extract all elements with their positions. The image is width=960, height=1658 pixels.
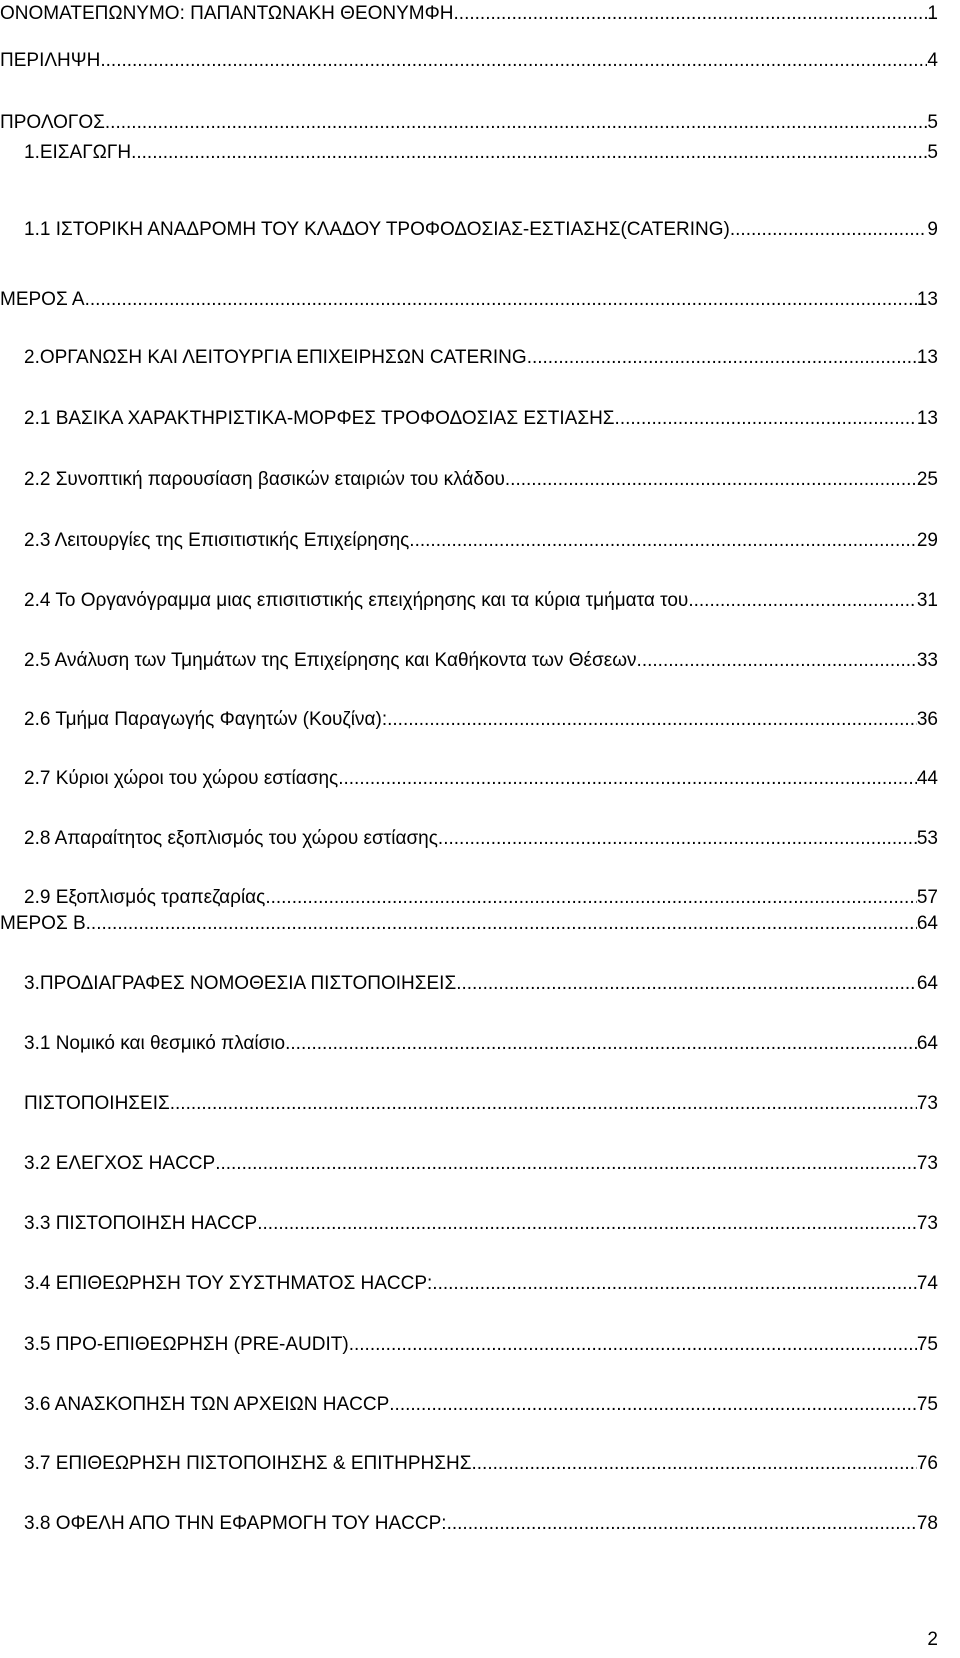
- toc-entry-label: ΜΕΡΟΣ Β: [0, 913, 86, 934]
- toc-dot-leader: [170, 1090, 917, 1118]
- toc-row: [0, 1510, 960, 1538]
- toc-entry[interactable]: [24, 405, 938, 433]
- toc-row: [0, 1270, 960, 1298]
- toc-dot-leader: [637, 647, 917, 675]
- toc-entry-label: 2.4 Το Οργανόγραμμα μιας επισιτιστικής επειχήρησης και τα κύρια τμήματα του: [24, 590, 689, 611]
- toc-entry-label: 1.ΕΙΣΑΓΩΓΗ: [24, 142, 132, 163]
- toc-dot-leader: [432, 1270, 917, 1298]
- toc-entry[interactable]: [24, 1210, 938, 1238]
- toc-entry[interactable]: [24, 587, 938, 615]
- toc-entry-page: 73: [916, 1213, 938, 1234]
- toc-entry-label: 2.ΟΡΓΑΝΩΣΗ ΚΑΙ ΛΕΙΤΟΥΡΓΙΑ ΕΠΙΧΕΙΡΗΣΩΝ CATERING: [24, 347, 527, 368]
- toc-entry-label: 2.3 Λειτουργίες της Επισιτιστικής Επιχείρησης.: [24, 530, 415, 551]
- toc-entry-page: 75: [916, 1394, 938, 1415]
- toc-row: [0, 1150, 960, 1178]
- toc-entry-label: ΟΝΟΜΑΤΕΠΩΝΥΜΟ: ΠΑΠΑΝΤΩΝΑΚΗ ΘΕΟΝΥΜΦΗ: [0, 3, 454, 24]
- toc-dot-leader: [415, 527, 917, 555]
- toc-dot-leader: [100, 47, 927, 75]
- page-number: 2: [927, 1629, 938, 1650]
- toc-row: [0, 706, 960, 734]
- toc-entry[interactable]: [24, 1391, 938, 1419]
- toc-dot-leader: [688, 587, 917, 615]
- toc-entry[interactable]: [24, 1150, 938, 1178]
- toc-entry[interactable]: [24, 139, 938, 167]
- toc-dot-leader: [285, 1030, 917, 1058]
- toc-row: [0, 1331, 960, 1359]
- toc-row: [0, 884, 960, 912]
- toc-entry-page: 73: [916, 1093, 938, 1114]
- toc-entry[interactable]: [24, 527, 938, 555]
- toc-dot-leader: [505, 466, 917, 494]
- toc-entry-page: 78: [916, 1513, 938, 1534]
- toc-entry-label: 2.9 Εξοπλισμός τραπεζαρίας: [24, 887, 266, 908]
- toc-row: [0, 405, 960, 433]
- toc-entry-label: 3.4 ΕΠΙΘΕΩΡΗΣΗ ΤΟΥ ΣΥΣΤΗΜΑΤΟΣ HACCP:: [24, 1273, 433, 1294]
- toc-entry[interactable]: [0, 0, 938, 28]
- toc-row: [0, 216, 960, 244]
- toc-entry-page: 13: [916, 347, 938, 368]
- toc-row: [0, 527, 960, 555]
- toc-entry-label: 3.ΠΡΟΔΙΑΓΡΑΦΕΣ ΝΟΜΟΘΕΣΙΑ ΠΙΣΤΟΠΟΙΗΣΕΙΣ: [24, 973, 457, 994]
- toc-entry-label: 2.2 Συνοπτική παρουσίαση βασικών εταιριών του κλάδου: [24, 469, 505, 490]
- toc-entry-page: 1: [927, 3, 938, 24]
- toc-entry-page: 5: [927, 112, 938, 133]
- toc-entry[interactable]: [24, 1510, 938, 1538]
- toc-entry-page: 74: [916, 1273, 938, 1294]
- toc-row: [0, 647, 960, 675]
- toc-row: [0, 1450, 960, 1478]
- toc-entry[interactable]: [24, 765, 938, 793]
- toc-dot-leader: [215, 1150, 917, 1178]
- toc-entry-label: 3.8 ΟΦΕΛΗ ΑΠΟ ΤΗΝ ΕΦΑΡΜΟΓΗ ΤΟΥ HACCP:: [24, 1513, 447, 1534]
- toc-entry-page: 9: [927, 219, 938, 240]
- toc-row: [0, 344, 960, 372]
- toc-entry[interactable]: [0, 910, 938, 938]
- toc-row: [0, 1030, 960, 1058]
- toc-entry[interactable]: [0, 47, 938, 75]
- toc-dot-leader: [456, 970, 917, 998]
- toc-entry-label: 3.5 ΠΡΟ-ΕΠΙΘΕΩΡΗΣΗ (PRE-AUDIT): [24, 1334, 349, 1355]
- toc-entry-label: ΠΕΡΙΛΗΨΗ: [0, 50, 101, 71]
- toc-row: [0, 765, 960, 793]
- toc-row: [0, 825, 960, 853]
- toc-dot-leader: [105, 109, 928, 137]
- toc-row: [0, 286, 960, 314]
- toc-entry-label: 1.1 ΙΣΤΟΡΙΚΗ ΑΝΑΔΡΟΜΗ ΤΟΥ ΚΛΑΔΟΥ ΤΡΟΦΟΔΟΣΙΑΣ-ΕΣΤΙΑΣΗΣ(CATERING): [24, 219, 730, 240]
- toc-entry-page: 76: [916, 1453, 938, 1474]
- toc-row: [0, 1090, 960, 1118]
- toc-entry-page: 57: [916, 887, 938, 908]
- toc-row: [0, 1210, 960, 1238]
- toc-dot-leader: [527, 344, 917, 372]
- toc-row: [0, 587, 960, 615]
- toc-entry[interactable]: [24, 1090, 938, 1118]
- toc-entry-page: 53: [916, 828, 938, 849]
- toc-dot-leader: [131, 139, 927, 167]
- toc-entry[interactable]: [24, 216, 938, 244]
- toc-entry-page: 29: [916, 530, 938, 551]
- toc-dot-leader: [338, 765, 917, 793]
- toc-entry-label: ΠΡΟΛΟΓΟΣ: [0, 112, 105, 133]
- toc-entry-label: 3.1 Νομικό και θεσμικό πλαίσιο: [24, 1033, 286, 1054]
- toc-entry-page: 4: [927, 50, 938, 71]
- toc-row: [0, 139, 960, 167]
- toc-dot-leader: [447, 1510, 917, 1538]
- toc-entry[interactable]: [0, 286, 938, 314]
- toc-entry[interactable]: [0, 109, 938, 137]
- toc-entry-page: 13: [916, 408, 938, 429]
- toc-dot-leader: [265, 884, 917, 912]
- toc-entry[interactable]: [24, 1030, 938, 1058]
- toc-entry-label: 3.6 ΑΝΑΣΚΟΠΗΣΗ ΤΩΝ ΑΡΧΕΙΩΝ HACCP: [24, 1394, 390, 1415]
- toc-dot-leader: [438, 825, 917, 853]
- toc-dot-leader: [472, 1450, 917, 1478]
- toc-entry-page: 13: [916, 289, 938, 310]
- toc-entry-page: 64: [916, 913, 938, 934]
- toc-entry-page: 36: [916, 709, 938, 730]
- toc-entry-page: 64: [916, 973, 938, 994]
- toc-dot-leader: [454, 0, 928, 28]
- toc-entry-page: 75: [916, 1334, 938, 1355]
- toc-entry-label: 2.7 Κύριοι χώροι του χώρου εστίασης: [24, 768, 339, 789]
- toc-row: [0, 109, 960, 137]
- toc-entry-label: 2.1 ΒΑΣΙΚΑ ΧΑΡΑΚΤΗΡΙΣΤΙΚΑ-ΜΟΡΦΕΣ ΤΡΟΦΟΔΟΣΙΑΣ ΕΣΤΙΑΣΗΣ: [24, 408, 615, 429]
- toc-entry-page: 33: [916, 650, 938, 671]
- toc-dot-leader: [389, 1391, 917, 1419]
- toc-dot-leader: [349, 1331, 917, 1359]
- toc-entry[interactable]: [24, 1450, 938, 1478]
- toc-entry-label: 3.3 ΠΙΣΤΟΠΟΙΗΣΗ HACCP: [24, 1213, 258, 1234]
- toc-entry-label: 3.7 ΕΠΙΘΕΩΡΗΣΗ ΠΙΣΤΟΠΟΙΗΣΗΣ & ΕΠΙΤΗΡΗΣΗΣ: [24, 1453, 472, 1474]
- toc-entry-page: 31: [916, 590, 938, 611]
- toc-entry-label: 2.8 Απαραίτητος εξοπλισμός του χώρου εστίασης: [24, 828, 438, 849]
- toc-entry-label: 3.2 ΕΛΕΓΧΟΣ HACCP: [24, 1153, 216, 1174]
- toc-entry[interactable]: [24, 1331, 938, 1359]
- toc-entry[interactable]: [24, 706, 938, 734]
- toc-entry-label: 2.6 Τμήμα Παραγωγής Φαγητών (Κουζίνα):: [24, 709, 388, 730]
- toc-row: [0, 970, 960, 998]
- toc-entry[interactable]: [24, 825, 938, 853]
- toc-dot-leader: [85, 286, 917, 314]
- toc-entry-page: 25: [916, 469, 938, 490]
- toc-entry-page: 64: [916, 1033, 938, 1054]
- toc-entry[interactable]: [24, 1270, 938, 1298]
- toc-entry-label: ΜΕΡΟΣ Α: [0, 289, 85, 310]
- toc-entry[interactable]: [24, 466, 938, 494]
- toc-entry-page: 5: [927, 142, 938, 163]
- toc-row: [0, 0, 960, 28]
- toc-entry[interactable]: [24, 884, 938, 912]
- toc-row: [0, 466, 960, 494]
- toc-dot-leader: [257, 1210, 917, 1238]
- toc-entry-label: ΠΙΣΤΟΠΟΙΗΣΕΙΣ: [24, 1093, 170, 1114]
- toc-dot-leader: [615, 405, 917, 433]
- toc-entry-label: 2.5 Ανάλυση των Τμημάτων της Επιχείρησης και Καθήκοντα των Θέσεων: [24, 650, 637, 671]
- toc-dot-leader: [387, 706, 917, 734]
- toc-entry[interactable]: [24, 344, 938, 372]
- toc-entry-page: 73: [916, 1153, 938, 1174]
- toc-row: [0, 47, 960, 75]
- toc-row: [0, 1391, 960, 1419]
- toc-entry[interactable]: [24, 970, 938, 998]
- toc-entry[interactable]: [24, 647, 938, 675]
- toc-row: [0, 910, 960, 938]
- toc-dot-leader: [86, 910, 917, 938]
- toc-entry-page: 44: [916, 768, 938, 789]
- toc-dot-leader: [730, 216, 928, 244]
